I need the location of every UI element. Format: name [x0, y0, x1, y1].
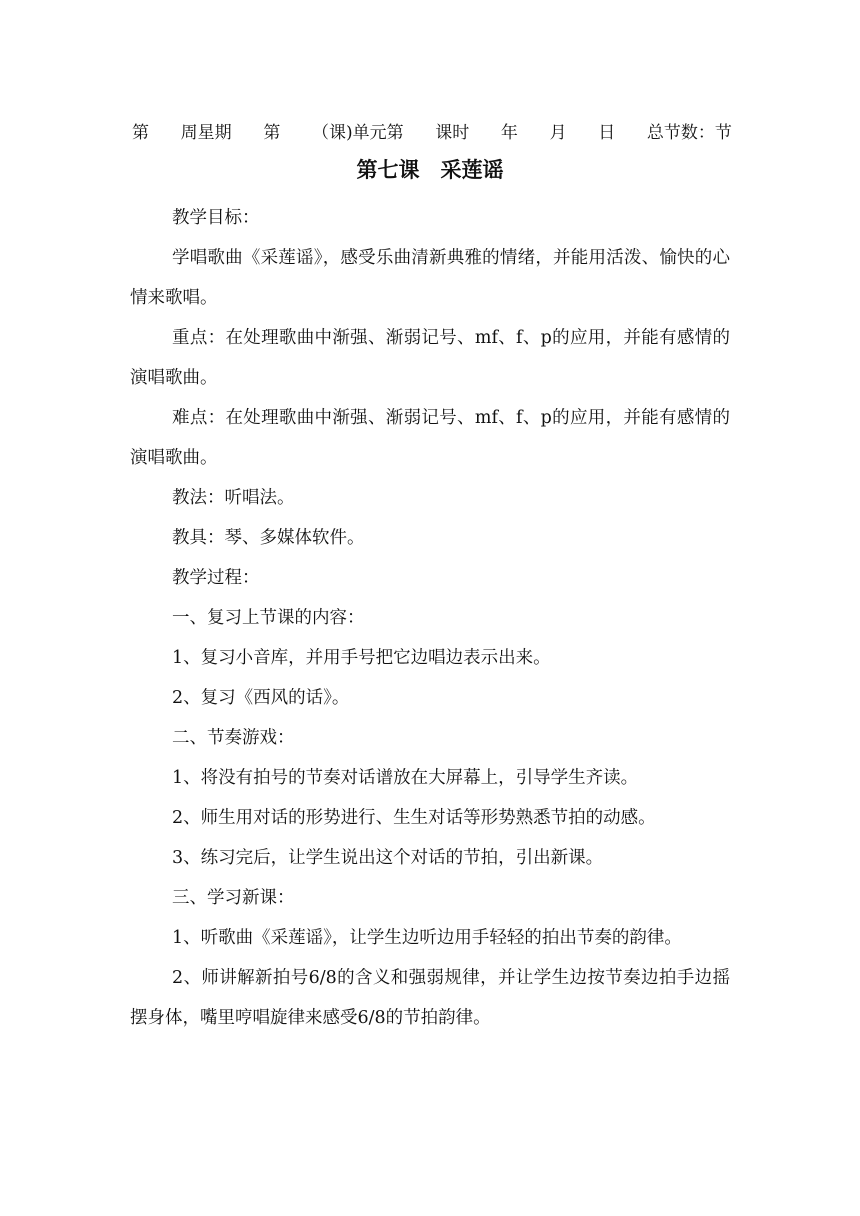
header-field: 总节数：节	[646, 123, 732, 143]
paragraph: 重点：在处理歌曲中渐强、渐弱记号、mf、f、p的应用，并能有感情的演唱歌曲。	[130, 328, 730, 388]
paragraph: 2、师生用对话的形势进行、生生对话等形势熟悉节拍的动感。	[172, 808, 656, 828]
paragraph: 3、练习完后，让学生说出这个对话的节拍，引出新课。	[172, 848, 604, 868]
paragraph: 1、复习小音库，并用手号把它边唱边表示出来。	[172, 648, 551, 668]
paragraph: 教法：听唱法。	[172, 488, 295, 508]
page-title: 第七课 采莲谣	[356, 158, 504, 182]
paragraph: 1、将没有拍号的节奏对话谱放在大屏幕上，引导学生齐读。	[172, 768, 639, 788]
paragraph: 教学过程：	[172, 568, 260, 588]
paragraph: 难点：在处理歌曲中渐强、渐弱记号、mf、f、p的应用，并能有感情的演唱歌曲。	[130, 408, 730, 468]
header-field: 第	[132, 123, 149, 143]
header-field: （课)单元第	[311, 123, 404, 143]
paragraph: 一、复习上节课的内容：	[172, 608, 365, 628]
paragraph: 教学目标：	[172, 208, 260, 228]
header-field: 日	[598, 123, 616, 143]
lesson-header	[132, 118, 732, 143]
document-body	[130, 198, 730, 1038]
paragraph: 1、听歌曲《采莲谣》，让学生边听边用手轻轻的拍出节奏的韵律。	[172, 928, 682, 948]
paragraph: 学唱歌曲《采莲谣》，感受乐曲清新典雅的情绪，并能用活泼、愉快的心情来歌唱。	[130, 248, 730, 308]
paragraph: 2、复习《西风的话》。	[172, 688, 350, 708]
header-field: 年	[500, 123, 518, 143]
header-field: 月	[549, 123, 567, 143]
paragraph: 教具：琴、多媒体软件。	[172, 528, 365, 548]
paragraph: 三、学习新课：	[172, 888, 295, 908]
header-field: 周星期	[180, 123, 232, 143]
paragraph: 2、师讲解新拍号6/8的含义和强弱规律，并让学生边按节奏边拍手边摇摆身体，嘴里哼唱旋律来感受6/8的节拍韵律。	[130, 968, 730, 1028]
paragraph: 二、节奏游戏：	[172, 728, 295, 748]
header-field: 课时	[435, 123, 470, 143]
header-field: 第	[263, 123, 281, 143]
